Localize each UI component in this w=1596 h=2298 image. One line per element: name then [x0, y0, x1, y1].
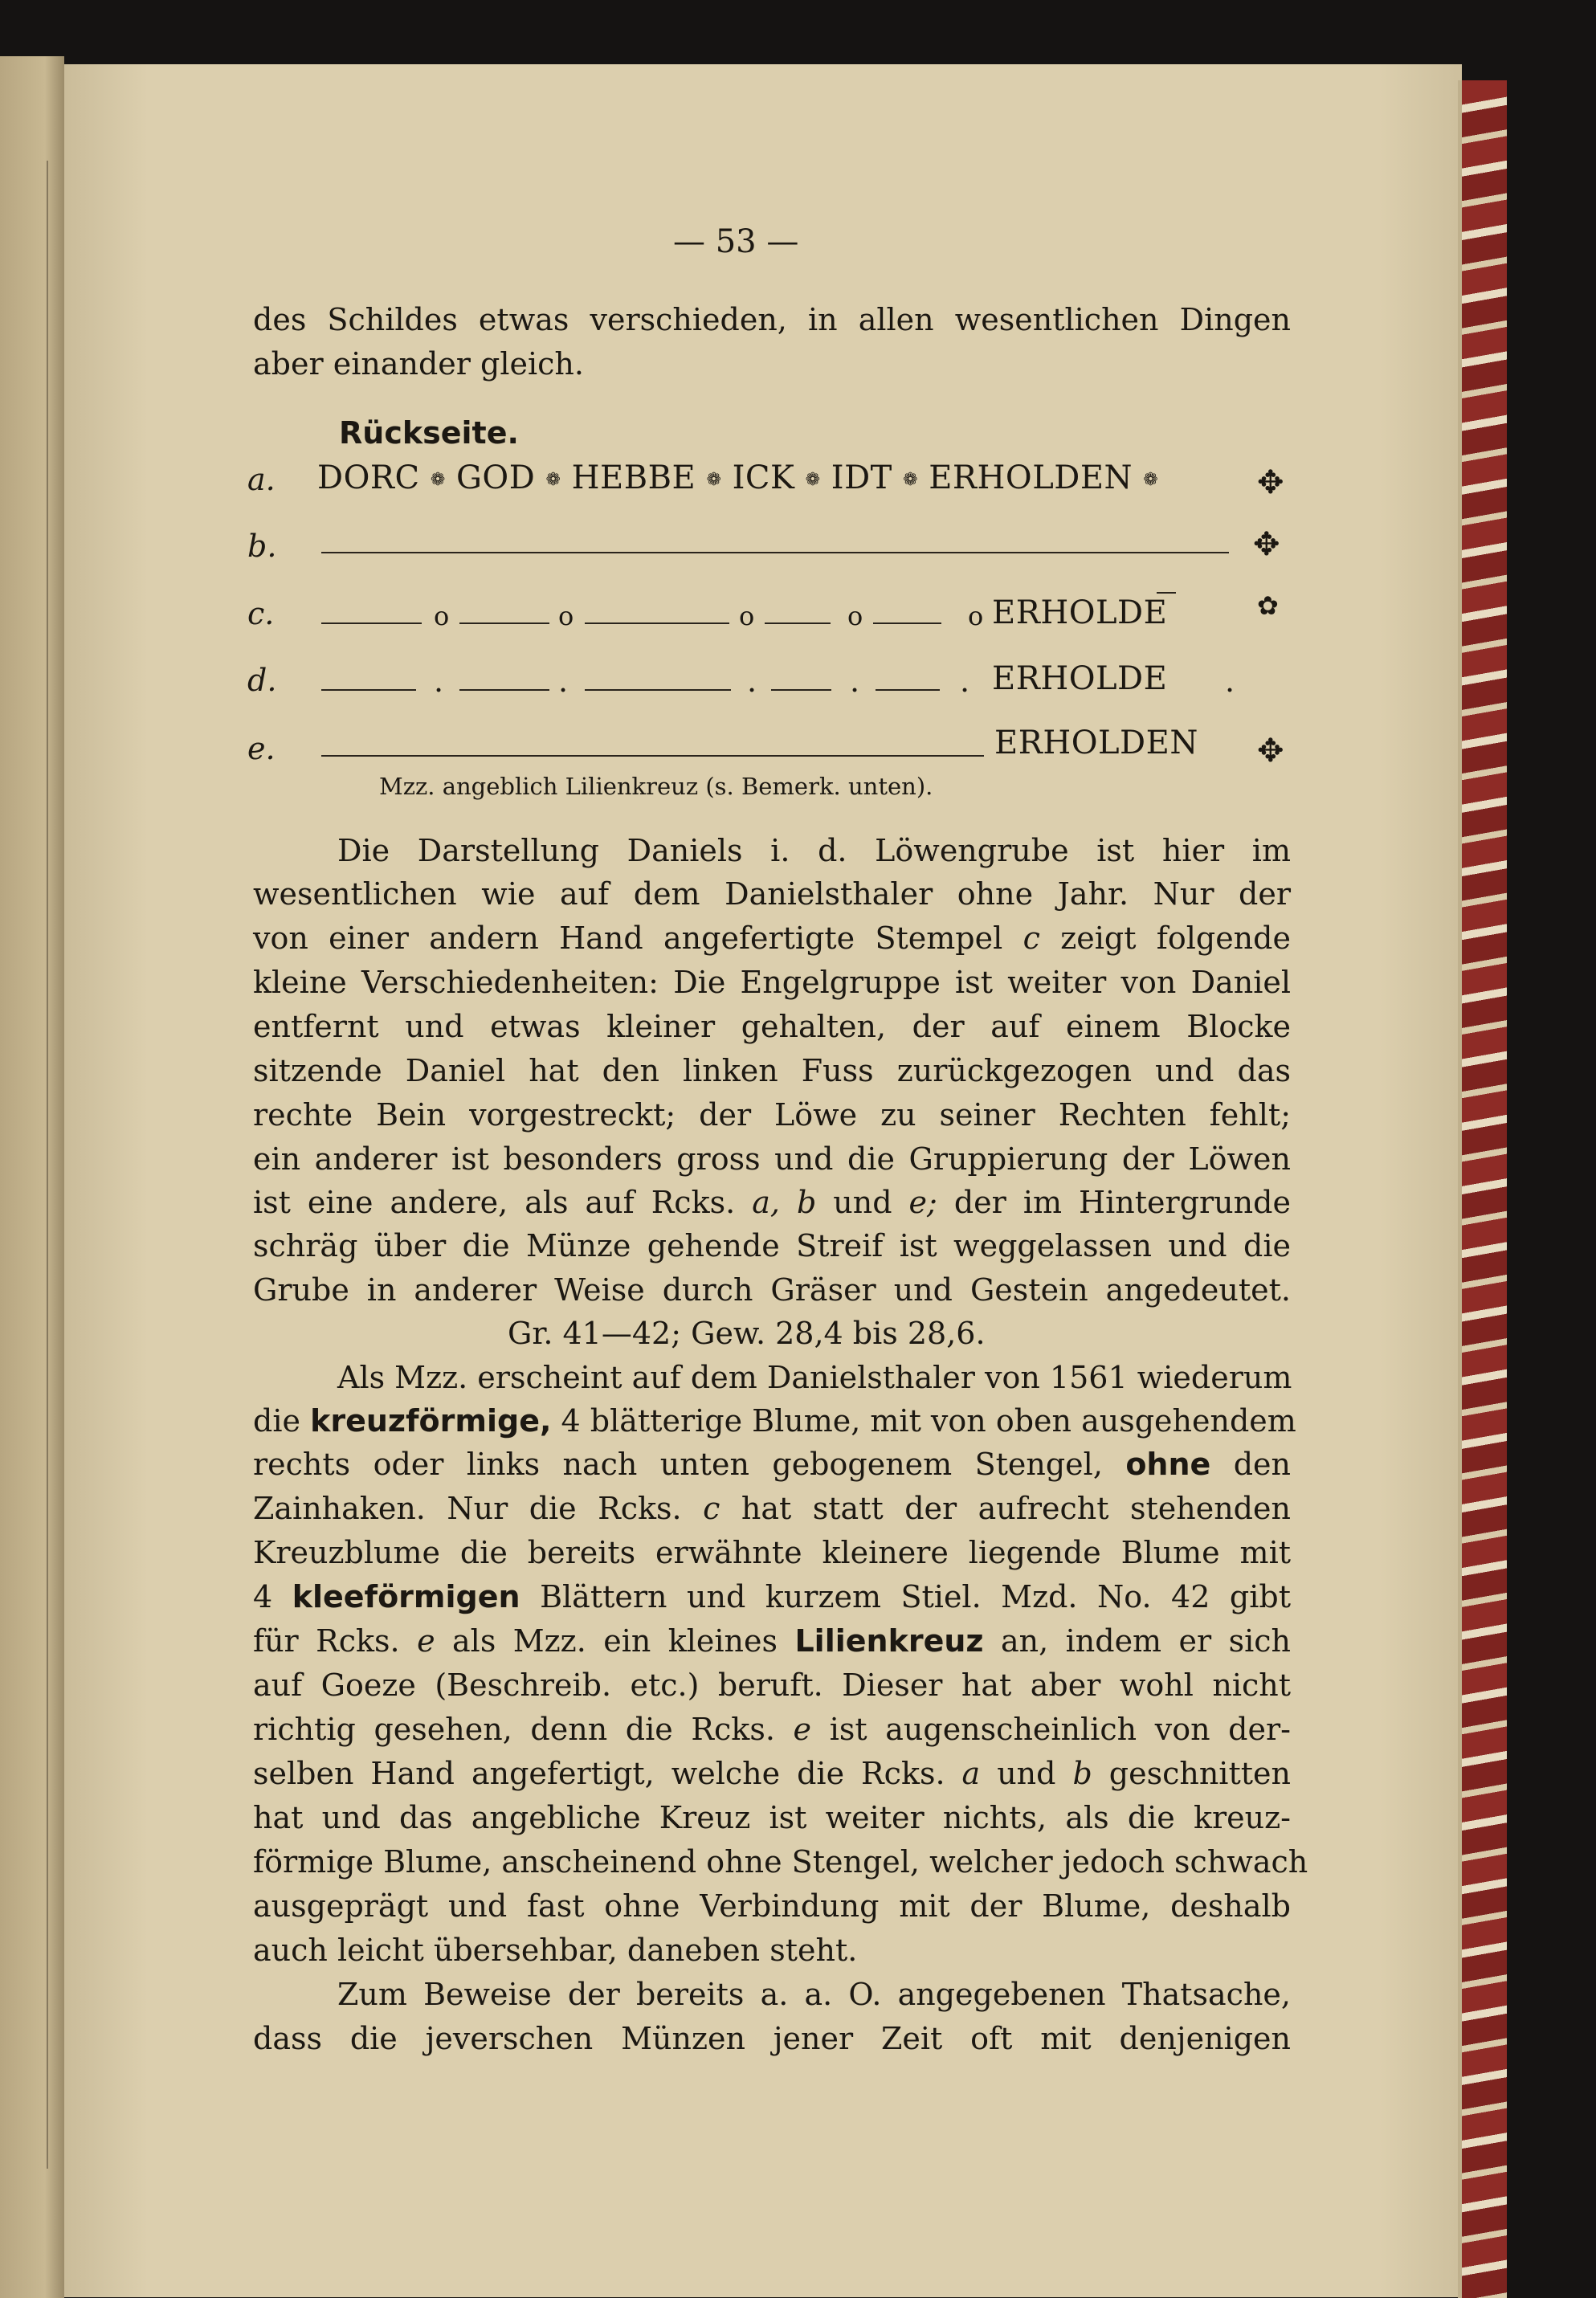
legend-d-dot: . [960, 663, 970, 699]
legend-word: DORC [317, 459, 420, 496]
text-run: selben Hand angefertigt, welche die Rcks. [253, 1756, 945, 1791]
legend-d-dash [771, 689, 831, 691]
text-run: c [1023, 920, 1040, 956]
text-run: e [793, 1712, 812, 1747]
legend-c-ring: o [847, 601, 863, 631]
legend-b-dash [321, 552, 1229, 553]
legend-e-dash [321, 755, 984, 757]
p1-line-2: wesentlichen wie auf dem Danielsthaler ohne Jahr. Nur der [253, 876, 1291, 912]
intro-line-2: aber einander gleich. [253, 346, 584, 382]
legend-c-dash [585, 622, 729, 624]
text-run: b [1072, 1756, 1092, 1791]
p1-line-7: rechte Bein vorgestreckt; der Löwe zu seiner Rechten fehlt; [253, 1097, 1291, 1133]
legend-a-label: a. [247, 462, 276, 497]
legend-c-end: ERHOLDE [992, 594, 1168, 631]
text-run: und [997, 1756, 1056, 1791]
facing-page-stitch-line [47, 161, 48, 2169]
facing-page-edge [0, 56, 64, 2298]
legend-d-dash [321, 689, 416, 691]
rosette-icon: ❁ [903, 470, 919, 490]
legend-d-label: d. [247, 663, 277, 698]
legend-word: HEBBE [571, 459, 696, 496]
text-run: von einer andern Hand angefertigte Stempel [253, 920, 1003, 956]
p2-line-13: ausgeprägt und fast ohne Verbindung mit der Blume, deshalb [253, 1888, 1291, 1924]
p2-line-10 [253, 1755, 1291, 1792]
text-run: den [1233, 1447, 1291, 1482]
p2-line-14: auch leicht übersehbar, daneben steht. [253, 1933, 858, 1968]
cross-flower-icon: ✥ [1253, 526, 1280, 563]
p2-line-3 [253, 1446, 1291, 1483]
p1-line-10: schräg über die Münze gehende Streif ist weggelassen und die [253, 1228, 1291, 1263]
legend-e-end: ERHOLDEN [994, 725, 1198, 761]
p1-line-8: ein anderer ist besonders gross und die Gruppierung der Löwen [253, 1141, 1291, 1177]
legend-c-ring: o [434, 601, 450, 631]
red-binding-edge [1462, 80, 1507, 2298]
cross-flower-icon: ✥ [1257, 464, 1284, 501]
legend-d-dash [876, 689, 940, 691]
rosette-icon: ❁ [805, 470, 821, 490]
p2-line-2 [253, 1402, 1296, 1439]
p2-line-8: auf Goeze (Beschreib. etc.) beruft. Dieser hat aber wohl nicht [253, 1667, 1291, 1703]
text-run: a, [752, 1185, 780, 1220]
legend-word: ERHOLDEN [929, 459, 1133, 496]
legend-word: ICK [732, 459, 795, 496]
text-run: c [703, 1491, 720, 1526]
rosette-icon: ❁ [430, 470, 446, 490]
text-run: ist eine andere, als auf Rcks. [253, 1185, 736, 1220]
legend-c-ring: o [558, 601, 574, 631]
legend-note: Mzz. angeblich Lilienkreuz (s. Bemerk. unten). [379, 773, 933, 800]
text-run: hat statt der aufrecht stehenden [741, 1491, 1291, 1526]
cross-flower-icon: ✥ [1257, 733, 1284, 769]
text-run: e; [908, 1185, 937, 1220]
p1-line-4: kleine Verschiedenheiten: Die Engelgruppe ist weiter von Daniel [253, 965, 1291, 1000]
legend-d-dot: . [1225, 663, 1235, 699]
legend-d-end: ERHOLDE [992, 660, 1168, 697]
legend-d-dash [459, 689, 549, 691]
text-run: als Mzz. ein kleines [452, 1623, 778, 1659]
p2-line-5: Kreuzblume die bereits erwähnte kleinere liegende Blume mit [253, 1535, 1291, 1570]
p2-line-7 [253, 1622, 1291, 1659]
text-run-bold: kleeförmigen [292, 1579, 520, 1614]
text-run: der im Hintergrunde [953, 1185, 1291, 1220]
legend-c-dash [873, 622, 941, 624]
text-run: Blättern und kurzem Stiel. Mzd. No. 42 gibt [540, 1579, 1291, 1614]
text-run: zeigt folgende [1060, 920, 1291, 956]
legend-b-label: b. [247, 529, 277, 564]
legend-a-text [317, 459, 1158, 496]
text-run: 4 blätterige Blume, mit von oben ausgehendem [561, 1403, 1296, 1439]
weight-line: Gr. 41—42; Gew. 28,4 bis 28,6. [508, 1316, 986, 1351]
text-run: für Rcks. [253, 1623, 400, 1659]
rosette-icon: ❁ [1143, 470, 1159, 490]
p3-line-2: dass die jeverschen Münzen jener Zeit oft mit denjenigen [253, 2021, 1291, 2056]
legend-e-label: e. [247, 731, 276, 766]
legend-d-dot: . [747, 663, 757, 699]
p1-line-5: entfernt und etwas kleiner gehalten, der auf einem Blocke [253, 1009, 1291, 1044]
p2-line-6 [253, 1578, 1291, 1615]
rosette-icon: ❁ [706, 470, 722, 490]
legend-d-dot: . [434, 663, 444, 699]
legend-c-dash [321, 622, 422, 624]
page-number: — 53 — [673, 223, 799, 260]
legend-d-dash [585, 689, 731, 691]
legend-word: IDT [831, 459, 892, 496]
rosette-icon: ❁ [545, 470, 561, 490]
legend-d-dot: . [850, 663, 860, 699]
text-run: rechts oder links nach unten gebogenem Stengel, [253, 1447, 1103, 1482]
text-run: e [417, 1623, 435, 1659]
p1-line-9 [253, 1184, 1291, 1221]
text-run: Zainhaken. Nur die Rcks. [253, 1491, 682, 1526]
intro-line-1: des Schildes etwas verschieden, in allen wesentlichen Dingen [253, 302, 1291, 337]
section-heading-reverse: Rückseite. [339, 415, 519, 451]
text-run: b [796, 1185, 817, 1220]
legend-d-dot: . [558, 663, 569, 699]
legend-word: GOD [455, 459, 536, 496]
p1-line-6: sitzende Daniel hat den linken Fuss zurückgezogen und das [253, 1053, 1291, 1088]
legend-c-ring: o [739, 601, 755, 631]
text-run: und [833, 1185, 892, 1220]
text-run-bold: Lilienkreuz [794, 1623, 984, 1659]
p3-line-1: Zum Beweise der bereits a. a. O. angegebenen Thatsache, [337, 1977, 1291, 2012]
p1-line-11: Grube in anderer Weise durch Gräser und Gestein angedeutet. [253, 1272, 1291, 1308]
p2-line-12: förmige Blume, anscheinend ohne Stengel, welcher jedoch schwach [253, 1844, 1308, 1880]
text-run: a [961, 1756, 981, 1791]
p2-line-1: Als Mzz. erscheint auf dem Danielsthaler von 1561 wiederum [337, 1360, 1292, 1395]
text-run: richtig gesehen, denn die Rcks. [253, 1712, 775, 1747]
text-run: geschnitten [1108, 1756, 1291, 1791]
legend-c-dash [459, 622, 549, 624]
flower-icon: ✿ [1257, 590, 1279, 621]
p1-line-3 [253, 920, 1291, 957]
text-run-bold: ohne [1125, 1447, 1211, 1482]
p2-line-4 [253, 1490, 1291, 1527]
text-run: 4 [253, 1579, 273, 1614]
text-run: die [253, 1403, 300, 1439]
legend-c-ring: o [968, 601, 984, 631]
legend-c-label: c. [247, 596, 275, 631]
legend-c-dash [765, 622, 831, 624]
legend-c-macron [1157, 592, 1176, 594]
text-run: ist augenscheinlich von der- [829, 1712, 1291, 1747]
p1-line-1: Die Darstellung Daniels i. d. Löwengrube ist hier im [337, 833, 1291, 868]
text-run-bold: kreuzförmige, [310, 1403, 552, 1439]
p2-line-11: hat und das angebliche Kreuz ist weiter nichts, als die kreuz- [253, 1800, 1291, 1835]
text-run: an, indem er sich [1000, 1623, 1291, 1659]
p2-line-9 [253, 1711, 1291, 1748]
